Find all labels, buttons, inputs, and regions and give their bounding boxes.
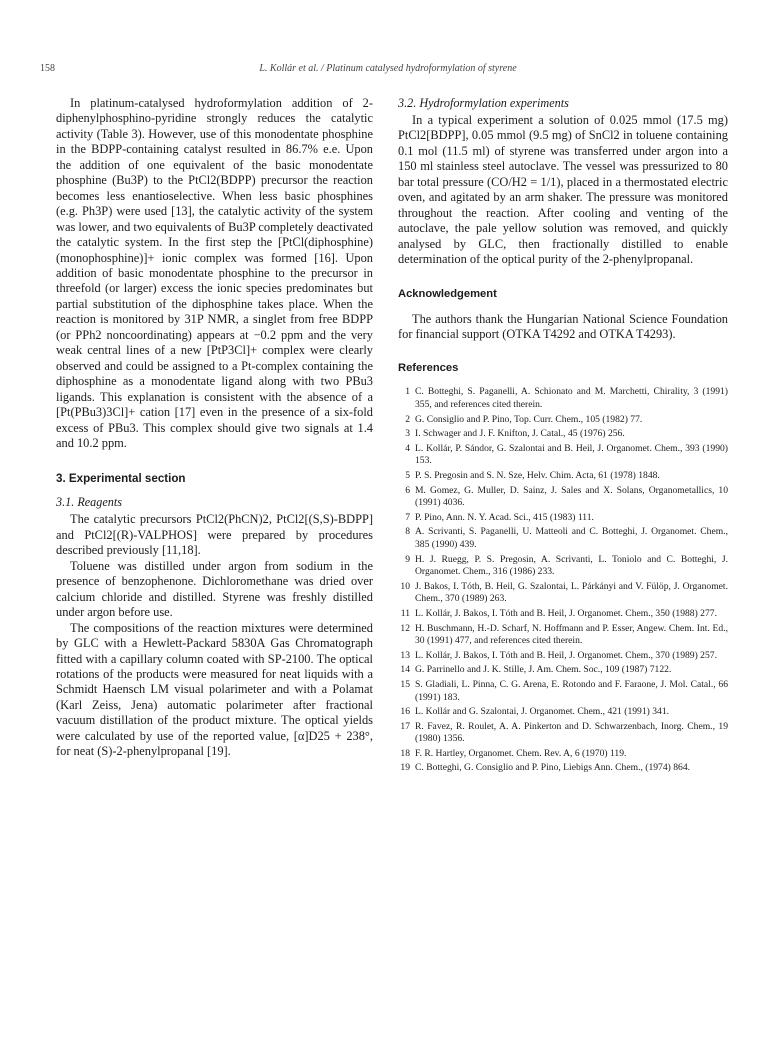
experimental-section-heading: 3. Experimental section	[56, 472, 186, 486]
reference-text: H. Buschmann, H.-D. Scharf, N. Hoffmann and P. Esser, Angew. Chem. Int. Ed., 30 (1991) 477, and references cited therein.	[415, 622, 728, 647]
reference-number: 16	[400, 706, 410, 718]
reference-number: 11	[400, 607, 410, 619]
left-column	[56, 96, 373, 760]
reference-number: 7	[405, 511, 410, 523]
reference-text: J. Bakos, I. Tóth, B. Heil, G. Szalontai, L. Párkányi and V. Fülöp, J. Organomet. Chem., 370 (1989) 263.	[415, 580, 728, 605]
reference-text: L. Kollár, J. Bakos, I. Tóth and B. Heil, J. Organomet. Chem., 370 (1989) 257.	[415, 649, 717, 661]
right-column	[398, 96, 728, 777]
reference-text: F. R. Hartley, Organomet. Chem. Rev. A, 6 (1970) 119.	[415, 747, 627, 759]
reference-item	[398, 386, 728, 411]
reference-number: 2	[405, 413, 410, 425]
reference-item	[398, 679, 728, 704]
reference-number: 14	[400, 664, 410, 676]
reference-text: G. Parrinello and J. K. Stille, J. Am. Chem. Soc., 109 (1987) 7122.	[415, 664, 672, 676]
reference-item	[398, 664, 728, 677]
reference-text: C. Botteghi, S. Paganelli, A. Schionato and M. Marchetti, Chirality, 3 (1991) 355, and references cited therein.	[415, 386, 728, 411]
page-header	[40, 63, 736, 79]
results-paragraph: In platinum-catalysed hydroformylation addition of 2-diphenylphosphino-pyridine strongly reduces the catalytic activity (Table 3). However, use of this monodentate phosphine in the BDPP-containing catalyst resulted in 86.7% e.e. Upon the addition of one equivalent of the basic monodentate phosphine (Bu3P) to the PtCl2(BDPP) precursor the reaction becomes less enantioselective. When less basic phosphines (e.g. Ph3P) were used [13], the catalytic activity of the system was lower, and two equivalents of Bu3P completely deactivated the catalytic system. In the first step the [PtCl(diphosphine)(monophosphine)]+ ionic complex was formed [16]. Upon addition of basic monodentate phosphine to the precursor in threefold (or larger) excess the ionic species predominates but partial substitution of the diphosphine takes place. When the reaction is monitored by 31P NMR, a singlet from free BDPP (or PPh2 noncoordinating) appears at −0.2 ppm and the very weak central lines of a new [PtP3Cl]+ complex were clearly observed and could be assigned to a Pt-complex containing the diphosphine as a monodentate ligand along with two PBu3 ligands. This explanation is consistent with the absence of a [Pt(PBu3)3Cl]+ cation [17] even in the presence of a six-fold excess of PBu3. This complex should give two signals at 1.4 and 10.2 ppm.	[56, 96, 373, 450]
page-number: 158	[40, 63, 55, 74]
reference-item	[398, 554, 728, 579]
reference-number: 1	[405, 386, 410, 398]
reference-text: R. Favez, R. Roulet, A. A. Pinkerton and D. Schwarzenbach, Inorg. Chem., 19 (1980) 1356.	[415, 720, 728, 745]
reference-item	[398, 512, 728, 525]
reference-number: 10	[400, 580, 410, 592]
reference-number: 6	[405, 484, 410, 496]
reference-text: H. J. Ruegg, P. S. Pregosin, A. Scrivanti, L. Toniolo and C. Botteghi, J. Organomet. Chem., 316 (1986) 233.	[415, 553, 728, 578]
reference-item	[398, 443, 728, 468]
reference-text: I. Schwager and J. F. Knifton, J. Catal., 45 (1976) 256.	[415, 428, 625, 440]
reference-item	[398, 470, 728, 483]
acknowledgement-heading: Acknowledgement	[398, 287, 497, 300]
reference-item	[398, 721, 728, 746]
reference-number: 17	[400, 720, 410, 732]
running-head: L. Kollár et al. / Platinum catalysed hydroformylation of styrene	[259, 63, 517, 74]
reagents-subheading: 3.1. Reagents	[56, 495, 123, 510]
reference-text: C. Botteghi, G. Consiglio and P. Pino, Liebigs Ann. Chem., (1974) 864.	[415, 762, 691, 774]
reference-item	[398, 428, 728, 441]
reference-item	[398, 414, 728, 427]
reference-text: S. Gladiali, L. Pinna, C. G. Arena, E. Rotondo and F. Faraone, J. Mol. Catal., 66 (1991) 183.	[415, 678, 728, 703]
reference-number: 12	[400, 622, 410, 634]
reference-text: A. Scrivanti, S. Paganelli, U. Matteoli and C. Botteghi, J. Organomet. Chem., 385 (1990) 439.	[415, 526, 728, 550]
reference-item	[398, 762, 728, 775]
reference-text: P. Pino, Ann. N. Y. Acad. Sci., 415 (1983) 111.	[415, 511, 594, 523]
hydroformylation-subheading: 3.2. Hydroformylation experiments	[398, 96, 569, 110]
reference-text: L. Kollár, P. Sándor, G. Szalontai and B. Heil, J. Organomet. Chem., 393 (1990) 153.	[415, 442, 728, 467]
reference-number: 13	[400, 649, 410, 661]
acknowledgement-text: The authors thank the Hungarian National Science Foundation for financial support (OTKA T4292 and OTKA T4293).	[398, 311, 728, 341]
reference-text: P. S. Pregosin and S. N. Sze, Helv. Chim. Acta, 61 (1978) 1848.	[415, 470, 660, 481]
reference-item	[398, 706, 728, 719]
reference-text: L. Kollár, J. Bakos, I. Tóth and B. Heil, J. Organomet. Chem., 350 (1988) 277.	[415, 607, 717, 619]
reference-text: L. Kollár and G. Szalontai, J. Organomet. Chem., 421 (1991) 341.	[415, 706, 670, 718]
reference-number: 15	[400, 678, 410, 690]
reference-number: 9	[405, 553, 410, 565]
reference-number: 19	[400, 762, 410, 774]
analysis-paragraph: The compositions of the reaction mixtures were determined by GLC with a Hewlett-Packard 5830A Gas Chromatograph fitted with a capillary column coated with SP-2100. The optical rotations of the products were measured for neat liquids with a Schmidt Haensch LM visual polarimeter and with a Polamat (Karl Zeiss, Jena) automatic polarimeter after fractional vacuum distillation of the product mixture. The optical yields were calculated by use of the reported value, [α]D25 + 238°, for neat (S)-2-phenylpropanal [19].	[56, 620, 373, 759]
reference-item	[398, 485, 728, 510]
procedure-paragraph: In a typical experiment a solution of 0.025 mmol (17.5 mg) PtCl2[BDPP], 0.05 mmol (9.5 mg) of SnCl2 in toluene containing 0.1 mol (11.5 ml) of styrene was transferred under argon into a 150 ml stainless steel autoclave. The vessel was pressurized to 80 bar total pressure (CO/H2 = 1/1), placed in a thermostated electric oven, and agitated by an arm shaker. The pressure was monitored throughout the reaction. After cooling and venting of the autoclave, the pale yellow solution was removed, and quickly analysed by GLC, then fractionally distilled to enable determination of the optical purity of the 2-phenylpropanal.	[398, 113, 728, 267]
reference-number: 3	[405, 428, 410, 440]
reference-number: 5	[405, 470, 410, 481]
catalyst-precursors-paragraph: The catalytic precursors PtCl2(PhCN)2, PtCl2[(S,S)-BDPP] and PtCl2[(R)-VALPHOS] were prepared by procedures described previously [11,18].	[56, 512, 373, 558]
reference-text: M. Gomez, G. Muller, D. Sainz, J. Sales and X. Solans, Organometallics, 10 (1991) 4036.	[415, 484, 728, 509]
reference-item	[398, 748, 728, 761]
reference-text: G. Consiglio and P. Pino, Top. Curr. Chem., 105 (1982) 77.	[415, 413, 643, 425]
reference-number: 4	[405, 442, 410, 454]
reference-item	[398, 608, 728, 621]
reference-number: 8	[405, 526, 410, 538]
solvents-paragraph: Toluene was distilled under argon from sodium in the presence of benzophenone. Dichloromethane was dried over calcium chloride and distilled. Styrene was freshly distilled under argon before use.	[56, 558, 373, 620]
reference-item	[398, 650, 728, 663]
reference-list	[398, 386, 728, 775]
reference-item	[398, 526, 728, 551]
reference-item	[398, 581, 728, 606]
reference-item	[398, 623, 728, 648]
references-heading: References	[398, 362, 459, 375]
reference-number: 18	[400, 747, 410, 759]
